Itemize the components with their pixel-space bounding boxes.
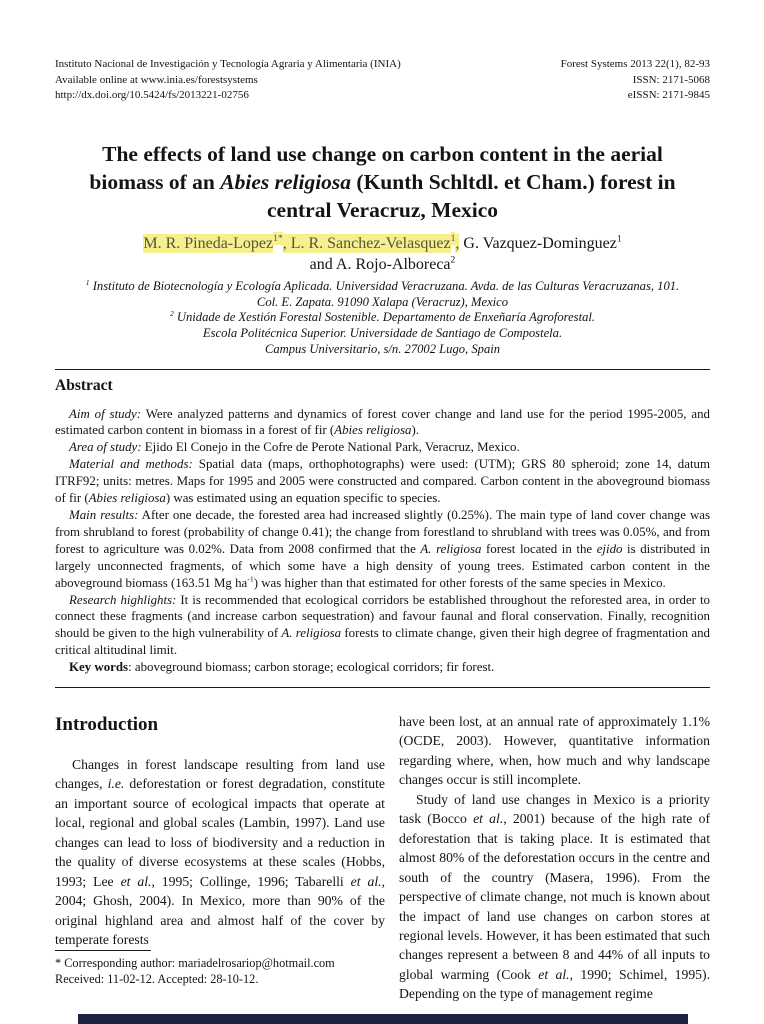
affiliation-line: Campus Universitario, s/n. 27002 Lugo, Spain xyxy=(264,341,501,356)
affiliation-line: $^2$ Unidade de Xestión Forestal Sostenible. Departamento de Enxeñaría Agroforestal. xyxy=(169,309,596,325)
footnote-rule xyxy=(55,950,151,951)
journal-citation: Forest Systems 2013 22(1), 82-93 xyxy=(560,58,710,70)
affiliation-line: Escola Politécnica Superior. Universidade de Santiago de Compostela. xyxy=(202,326,563,341)
article-title: The effects of land use change on carbon content in the aerial biomass of an Abies religiosa (Kunth Schltdl. et Cham.) forest in central Veracruz, Mexico xyxy=(89,141,676,222)
publisher-name: Instituto Nacional de Investigación y Tecnología Agraria y Alimentaria (INIA) xyxy=(55,58,401,70)
right-column xyxy=(399,712,710,1024)
introduction-paragraph: have been lost, at an annual rate of approximately 1.1% (OCDE, 2003). However, quantitative information regarding where, when, how much and why landscape changes occur is still incomplete. xyxy=(399,714,710,788)
divider-rule-bottom xyxy=(55,687,710,688)
introduction-heading: Introduction xyxy=(55,714,159,736)
abstract-research-highlights: Research highlights: It is recommended that ecological corridors be established throughout the reforested area, in order to connect these fragments (and increase carbon sequestration) and favour faunal and floral conservation. Finally, recognition should be given to the high vulnerability of A. religiosa forests to climate change, given their high degree of fragmentation and critical altitudinal limit. xyxy=(55,592,710,658)
introduction-paragraph: Study of land use changes in Mexico is a priority task (Bocco et al., 2001) because of the high rate of deforestation that is taking place. It is estimated that almost 80% of the deforestation occurs in the centre and south of the country (Masera, 1996). From the perspective of climate change, not much is known about the impact of land use changes on carbon stores at regional levels. However, it has been estimated that such changes represent a between 8 and 44% of all inputs to global warming (Cook et al., 1990; Schimel, 1995). Depending on the type of management regime xyxy=(399,791,711,1002)
author-line-2: and A. Rojo-Alboreca$^2$ xyxy=(309,254,456,273)
affiliation-line: Col. E. Zapata. 91090 Xalapa (Veracruz), Mexico xyxy=(256,294,509,309)
abstract-main-results: Main results: After one decade, the forested area had increased slightly (0.25%). The main type of land cover change was from shrubland to forest (probability of change 0.41); the change from forestland to shrubland with trees was 0.05%, and from forest to agriculture was 0.02%. Data from 2008 confirmed that the A. religiosa forest located in the ejido is distributed in largely unconnected fragments, of which some have a high density of young trees. Estimated carbon content in the aboveground biomass (163.51 Mg $ha^{-1}$) was higher than that estimated for other forests of the same species in Mexico. xyxy=(55,507,710,590)
corresponding-author: * Corresponding author: mariadelrosariop@hotmail.com xyxy=(55,955,335,970)
author-list xyxy=(55,233,710,275)
abstract-heading: Abstract xyxy=(55,376,113,394)
availability-url: Available online at www.inia.es/forestsystems xyxy=(55,73,258,86)
received-accepted-dates: Received: 11-02-12. Accepted: 28-10-12. xyxy=(55,971,259,986)
abstract-material-methods: Material and methods: Spatial data (maps, orthophotographs) were used: (UTM); GRS 80 spheroid; zone 14, datum ITRF92; units: metres. Maps for 1995 and 2005 were constructed and compared. Carbon content in the aboveground biomass of fir (Abies religiosa) was estimated using an equation specific to species. xyxy=(55,457,710,506)
publisher-info xyxy=(55,57,401,104)
doi-link: http://dx.doi.org/10.5424/fs/2013221-02756 xyxy=(55,89,249,102)
page-bottom-bar xyxy=(78,1014,688,1024)
masthead xyxy=(55,57,710,104)
left-column xyxy=(55,712,385,1024)
journal-info xyxy=(561,57,710,104)
introduction-paragraph: Changes in forest landscape resulting from land use changes, i.e. deforestation or forest degradation, constitute an important source of ecological impacts that operate at local, regional and global scales (Lambin, 1997). Land use changes can lead to loss of biodiversity and a reduction in the quality of diverse ecosystems at these scales (Hobbs, 1993; Lee et al., 1995; Collinge, 1996; Tabarelli et al., 2004; Ghosh, 2004). In Mexico, more than 90% of the original highland area and almost half of the cover by temperate forests xyxy=(55,757,385,948)
issn: ISSN: 2171-5068 xyxy=(632,73,710,86)
affiliations xyxy=(55,279,710,358)
eissn: eISSN: 2171-9845 xyxy=(627,89,710,102)
footnote xyxy=(55,950,385,1024)
affiliation-line: $^1$ Instituto de Biotecnología y Ecología Aplicada. Universidad Veracruzana. Avda. de las Culturas Veracruzanas, 101. xyxy=(85,277,680,293)
abstract-section xyxy=(55,377,710,677)
abstract-aim-of-study: Aim of study: Were analyzed patterns and dynamics of forest cover change and land use for the period 1995-2005, and estimated carbon content in biomass in a forest of fir (Abies religiosa). xyxy=(55,406,710,438)
divider-rule-top xyxy=(55,369,710,370)
author-line-1: M. R. Pineda-Lopez$^{1*}$, L. R. Sanchez-Velasquez$^1$, G. Vazquez-Dominguez$^1$ xyxy=(143,233,622,252)
two-column-body xyxy=(55,712,710,1024)
abstract-area-of-study: Area of study: Ejido El Conejo in the Cofre de Perote National Park, Veracruz, Mexico. xyxy=(69,440,520,455)
keywords: Key words: aboveground biomass; carbon storage; ecological corridors; fir forest. xyxy=(69,660,495,675)
